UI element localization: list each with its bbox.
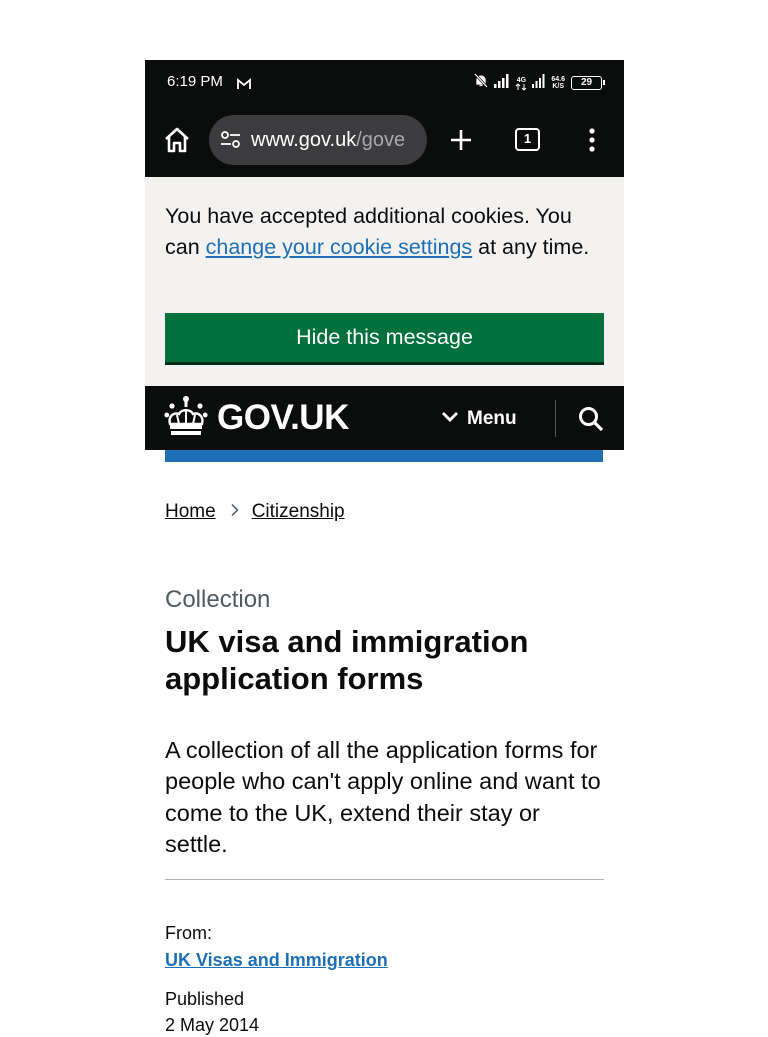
plus-icon[interactable]: [449, 128, 473, 157]
network-speed-value: 64.6: [551, 76, 565, 83]
mail-icon: [237, 77, 251, 95]
more-icon[interactable]: [588, 128, 596, 157]
organisation-link[interactable]: UK Visas and Immigration: [165, 950, 388, 970]
signal-icon-2: [532, 74, 545, 93]
site-header: [145, 386, 624, 450]
published-date: 2 May 2014: [165, 1015, 260, 1035]
tune-icon[interactable]: [220, 131, 242, 154]
battery-icon: 29: [571, 76, 602, 90]
cookie-banner: [145, 177, 624, 386]
address-bar[interactable]: [209, 115, 427, 165]
bell-off-icon: [474, 73, 488, 93]
signal-icon: [494, 74, 510, 93]
page-title: UK visa and immigration application forms: [165, 624, 529, 696]
breadcrumb-home[interactable]: Home: [165, 501, 216, 522]
menu-button[interactable]: [441, 406, 517, 432]
home-icon[interactable]: [163, 127, 191, 158]
from-label: From:: [165, 923, 212, 943]
cookie-text-before: You have accepted additional cookies. You can: [165, 204, 572, 259]
breadcrumb: [165, 499, 345, 525]
govuk-logo[interactable]: GOV.UK: [217, 398, 349, 437]
header-blue-bar: [165, 450, 603, 462]
header-divider: [555, 400, 556, 437]
published-label: Published: [165, 989, 245, 1009]
menu-label: Menu: [467, 408, 517, 429]
search-icon[interactable]: [578, 406, 604, 437]
url-path: /gove: [356, 129, 406, 151]
phone-chrome: [145, 60, 624, 177]
cookie-text-after: at any time.: [472, 235, 590, 259]
tabs-icon[interactable]: 1: [515, 128, 540, 151]
change-cookie-settings-link[interactable]: change your cookie settings: [205, 235, 473, 259]
page-caption: Collection: [165, 586, 271, 613]
network-speed-unit: K/S: [552, 83, 565, 90]
url-text[interactable]: [251, 129, 405, 151]
status-time: 6:19 PM: [167, 73, 223, 90]
network-speed: [551, 76, 565, 90]
network-type-label: 4G: [516, 76, 527, 84]
section-divider: [165, 879, 604, 880]
chevron-right-icon: [230, 500, 239, 524]
url-domain: www.gov.uk: [251, 129, 357, 151]
hide-message-button[interactable]: Hide this message: [165, 313, 604, 362]
status-bar: [145, 60, 624, 104]
cookie-message: [165, 201, 605, 263]
breadcrumb-citizenship[interactable]: Citizenship: [251, 501, 345, 522]
browser-toolbar: [145, 104, 624, 177]
network-type: [516, 77, 526, 90]
chevron-down-icon: [441, 410, 459, 428]
status-icons: [474, 74, 602, 92]
crown-icon[interactable]: [164, 395, 208, 442]
page-lead: A collection of all the application forms for people who can't apply online and want to come to the UK, extend their stay or settle.: [165, 737, 601, 857]
